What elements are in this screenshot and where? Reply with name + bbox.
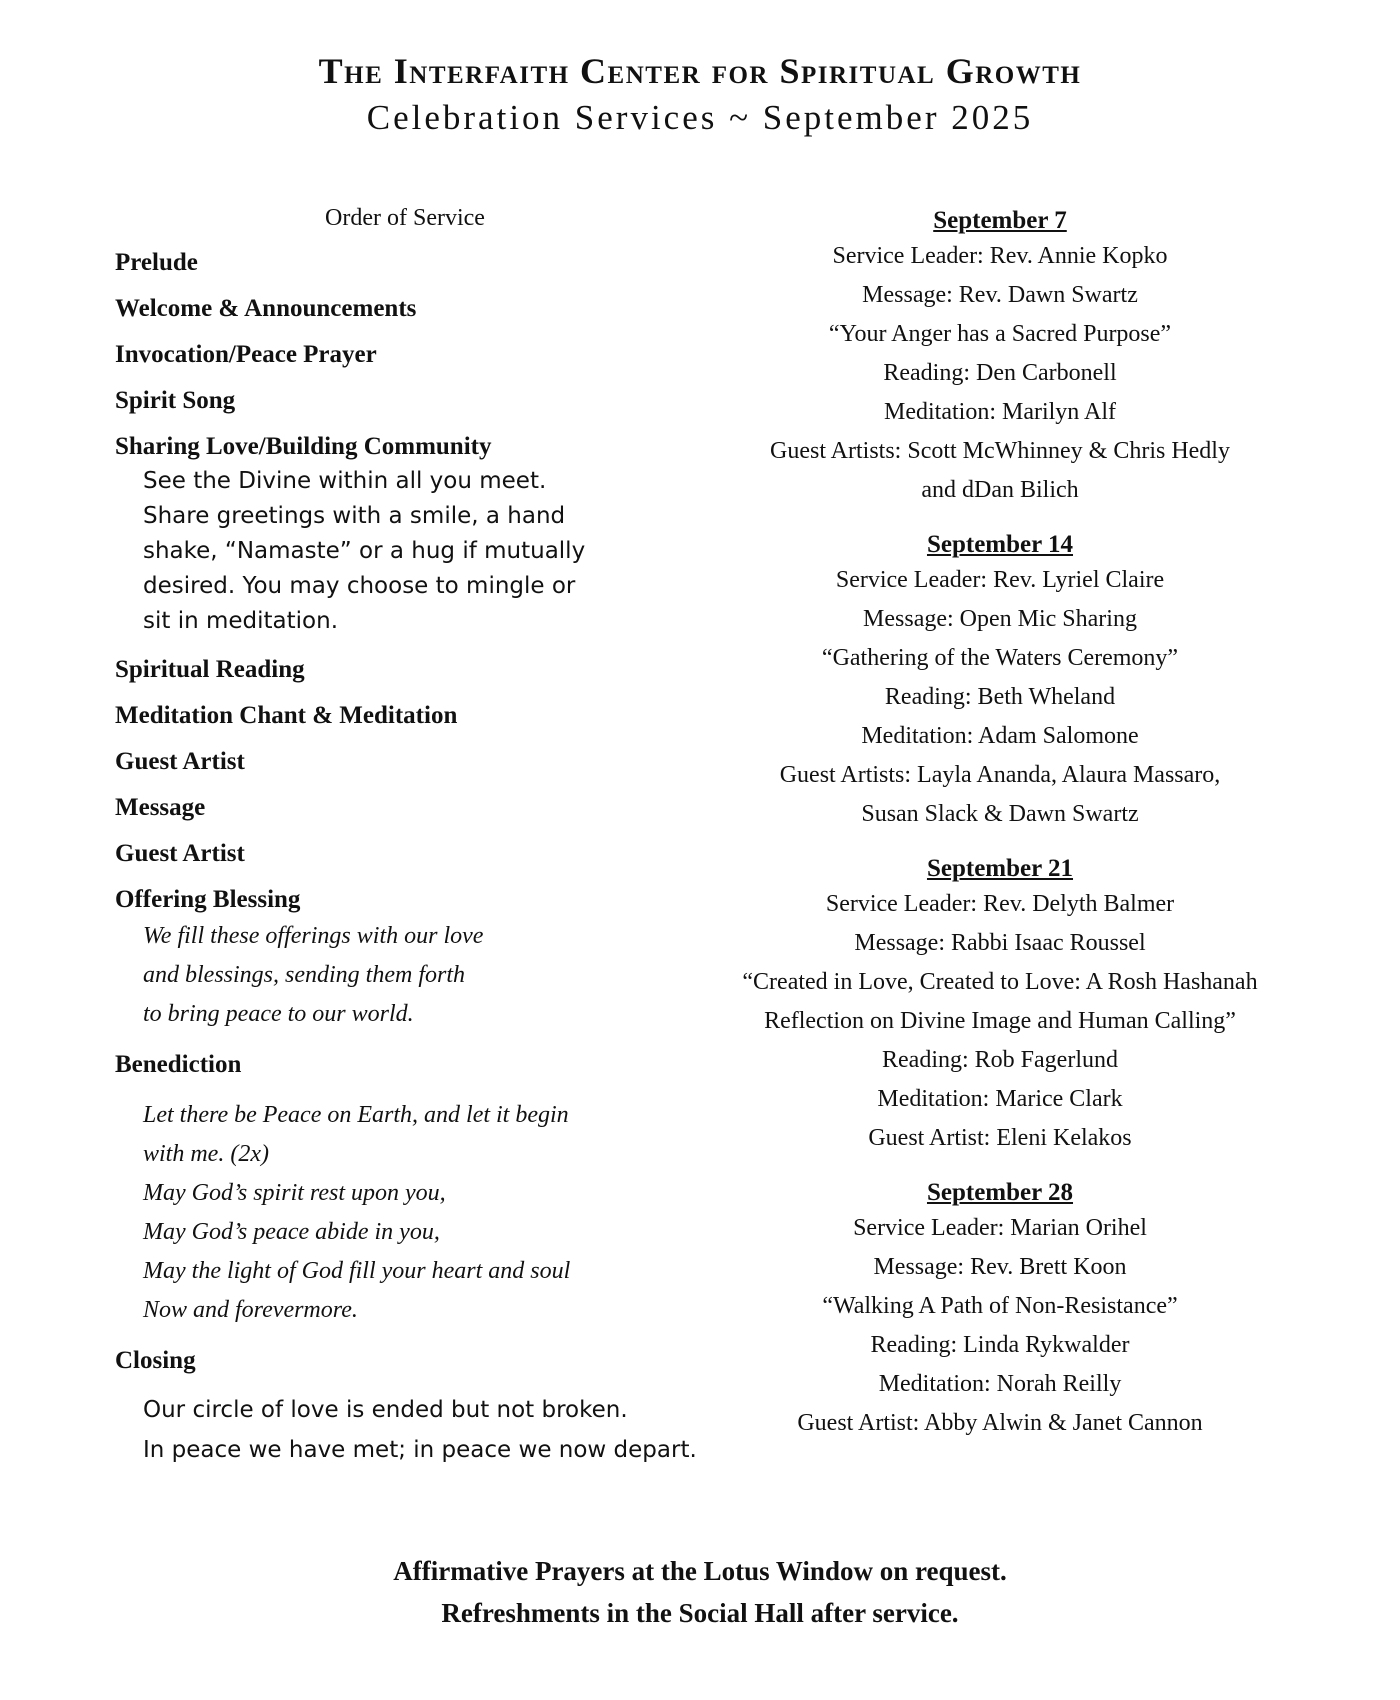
service-line: Meditation: Adam Salomone: [861, 723, 1139, 749]
benediction-line: with me. (2x): [143, 1141, 269, 1167]
service-sept-28: [690, 1177, 1310, 1443]
order-item-invocation: Invocation/Peace Prayer: [115, 341, 377, 368]
service-line: Meditation: Marilyn Alf: [884, 399, 1116, 425]
benediction-line: Now and forevermore.: [143, 1297, 358, 1323]
order-of-service: [115, 205, 715, 1470]
service-line: Message: Rev. Brett Koon: [873, 1254, 1127, 1280]
service-sept-14: [690, 529, 1310, 834]
service-line: Message: Rev. Dawn Swartz: [862, 282, 1138, 308]
order-item-spiritual-reading: Spiritual Reading: [115, 656, 305, 683]
service-date: September 28: [926, 1179, 1074, 1206]
service-line: Guest Artist: Eleni Kelakos: [868, 1125, 1132, 1151]
blessing-line: and blessings, sending them forth: [143, 962, 465, 988]
closing-text: [143, 1390, 715, 1470]
description-line: Share greetings with a smile, a hand: [143, 503, 566, 529]
order-item-prelude: Prelude: [115, 249, 198, 276]
offering-blessing-text: [143, 917, 715, 1034]
service-line: Service Leader: Rev. Delyth Balmer: [825, 891, 1175, 917]
order-item-meditation-chant: Meditation Chant & Meditation: [115, 702, 458, 729]
service-line: “Gathering of the Waters Ceremony”: [821, 645, 1179, 671]
service-line: “Walking A Path of Non-Resistance”: [822, 1293, 1178, 1319]
service-line: Reflection on Divine Image and Human Calling”: [764, 1008, 1236, 1034]
service-line: Meditation: Norah Reilly: [878, 1371, 1122, 1397]
service-sept-21: [690, 853, 1310, 1158]
service-line: Guest Artists: Layla Ananda, Alaura Massaro,: [779, 762, 1221, 788]
order-item-benediction: Benediction: [115, 1051, 242, 1078]
footer-refreshments-note: Refreshments in the Social Hall after service.: [441, 1598, 959, 1628]
order-item-message: Message: [115, 794, 206, 821]
blessing-line: We fill these offerings with our love: [143, 923, 484, 949]
service-line: “Created in Love, Created to Love: A Rosh Hashanah: [742, 969, 1258, 995]
description-line: See the Divine within all you meet.: [143, 468, 547, 494]
service-line: Service Leader: Rev. Annie Kopko: [832, 243, 1168, 269]
sharing-love-description: [143, 464, 715, 639]
order-item-closing: Closing: [115, 1347, 196, 1374]
page-title: The Interfaith Center for Spiritual Growth: [318, 51, 1082, 91]
description-line: desired. You may choose to mingle or: [143, 573, 576, 599]
page-footer: [0, 1550, 1400, 1634]
benediction-line: May God’s spirit rest upon you,: [143, 1180, 446, 1206]
service-schedule: [690, 205, 1310, 1462]
service-line: Message: Rabbi Isaac Roussel: [854, 930, 1146, 956]
service-date: September 7: [933, 207, 1067, 234]
service-line: Susan Slack & Dawn Swartz: [861, 801, 1139, 827]
description-line: shake, “Namaste” or a hug if mutually: [143, 538, 586, 564]
service-date: September 21: [926, 855, 1074, 882]
closing-line: In peace we have met; in peace we now depart.: [143, 1437, 697, 1463]
description-line: sit in meditation.: [143, 608, 339, 634]
page-header: [0, 50, 1400, 138]
service-line: and dDan Bilich: [921, 477, 1079, 503]
service-line: Reading: Rob Fagerlund: [882, 1047, 1118, 1073]
order-item-guest-artist: Guest Artist: [115, 840, 245, 867]
order-item-guest-artist: Guest Artist: [115, 748, 245, 775]
service-line: Service Leader: Rev. Lyriel Claire: [835, 567, 1165, 593]
order-item-spirit-song: Spirit Song: [115, 387, 236, 414]
service-line: Guest Artist: Abby Alwin & Janet Cannon: [797, 1410, 1203, 1436]
service-line: Guest Artists: Scott McWhinney & Chris Hedly: [770, 438, 1230, 464]
service-line: Reading: Beth Wheland: [884, 684, 1116, 710]
order-item-offering-blessing: Offering Blessing: [115, 886, 301, 913]
blessing-line: to bring peace to our world.: [143, 1001, 414, 1027]
service-line: Meditation: Marice Clark: [877, 1086, 1123, 1112]
benediction-line: May God’s peace abide in you,: [143, 1219, 440, 1245]
benediction-text: [143, 1096, 715, 1330]
page-subtitle: Celebration Services ~ September 2025: [366, 98, 1034, 137]
service-line: Reading: Den Carbonell: [883, 360, 1117, 386]
service-sept-7: [690, 205, 1310, 510]
benediction-line: May the light of God fill your heart and soul: [143, 1258, 571, 1284]
order-item-sharing-love: Sharing Love/Building Community: [115, 433, 492, 460]
service-line: Message: Open Mic Sharing: [863, 606, 1137, 632]
order-heading: Order of Service: [325, 205, 485, 231]
service-line: Service Leader: Marian Orihel: [853, 1215, 1147, 1241]
benediction-line: Let there be Peace on Earth, and let it begin: [143, 1102, 569, 1128]
footer-prayers-note: Affirmative Prayers at the Lotus Window on request.: [393, 1556, 1007, 1586]
service-line: Reading: Linda Rykwalder: [870, 1332, 1130, 1358]
order-item-welcome: Welcome & Announcements: [115, 295, 417, 322]
service-line: “Your Anger has a Sacred Purpose”: [828, 321, 1172, 347]
service-date: September 14: [926, 531, 1074, 558]
closing-line: Our circle of love is ended but not broken.: [143, 1397, 628, 1423]
